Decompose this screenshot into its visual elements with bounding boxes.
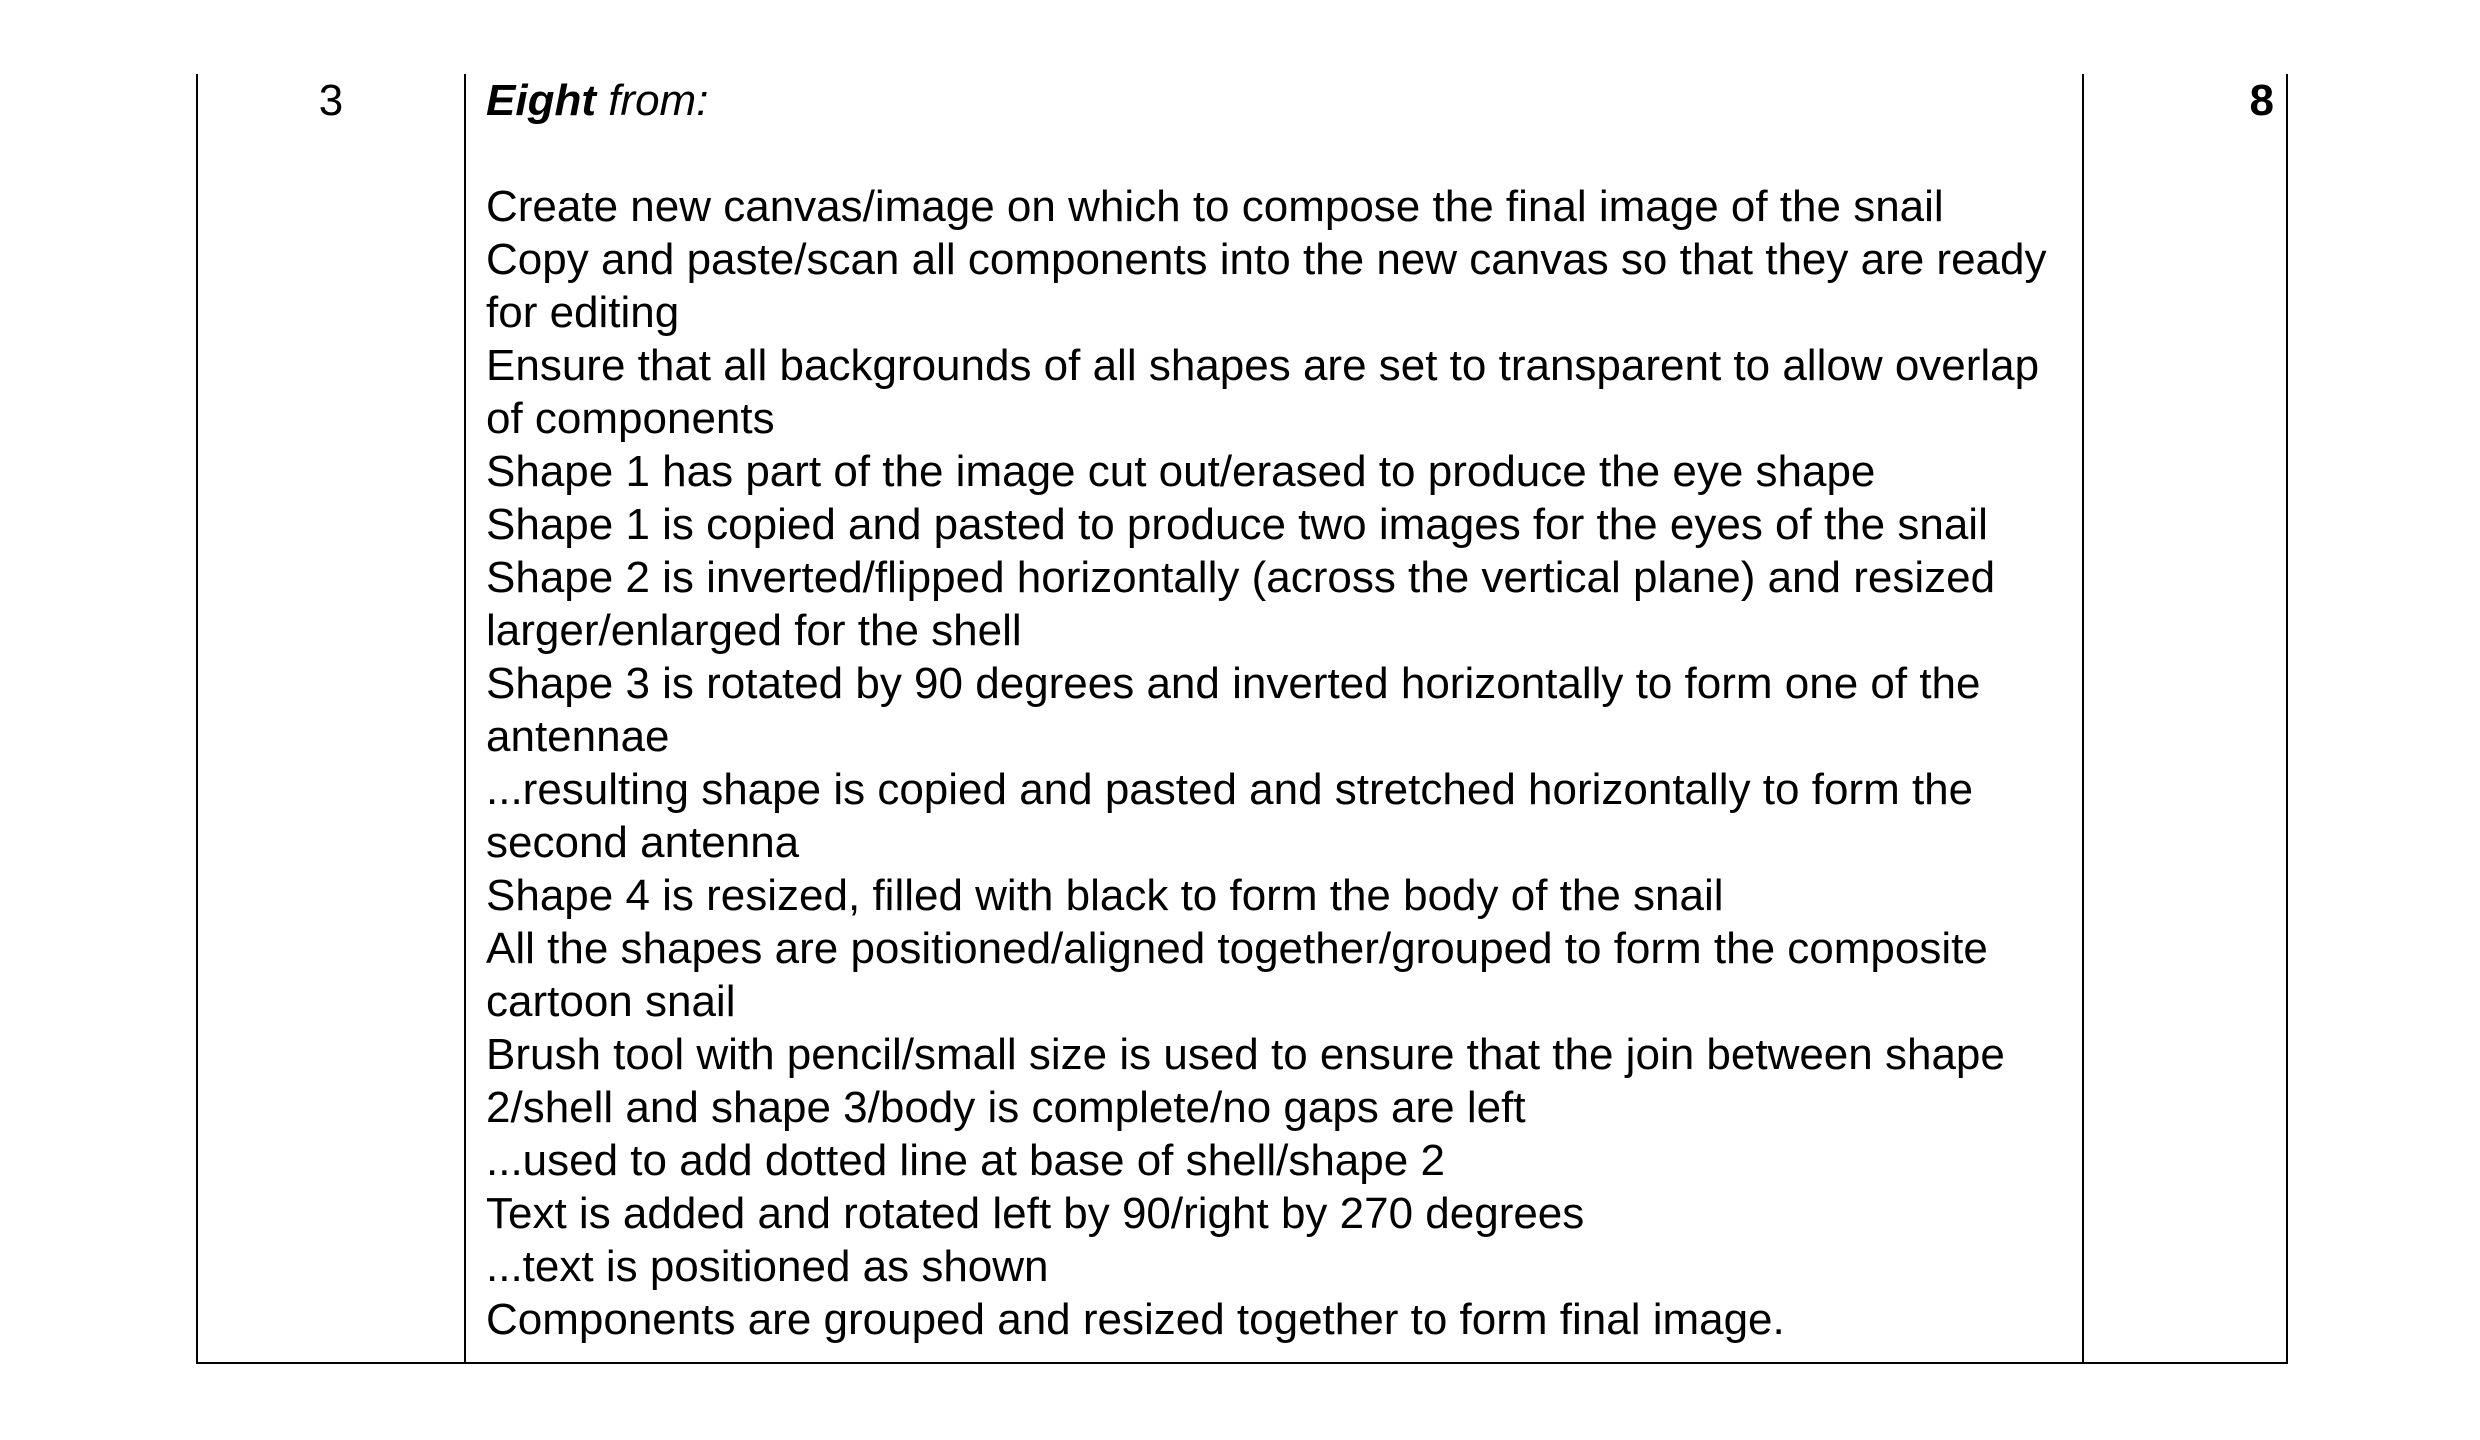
question-number: 3 [318, 76, 344, 125]
mark-scheme-table [196, 74, 2288, 1364]
answer-heading [486, 74, 2066, 127]
answer-point: ...resulting shape is copied and pasted and stretched horizontally to form the second antenna [486, 765, 1974, 867]
answer-point: Create new canvas/image on which to compose the final image of the snail [486, 182, 1944, 231]
answer-heading-count: Eight [486, 76, 596, 125]
answer-points-list [486, 180, 2066, 1346]
answer-point: All the shapes are positioned/aligned together/grouped to form the composite cartoon snail [486, 924, 1988, 1026]
column-divider-question [464, 74, 466, 1362]
answer-point: Shape 4 is resized, filled with black to form the body of the snail [486, 871, 1724, 920]
answer-point: Brush tool with pencil/small size is used to ensure that the join between shape 2/shell and shape 3/body is complete/no gaps are left [486, 1030, 2005, 1132]
answer-point: ...text is positioned as shown [486, 1242, 1049, 1291]
marks-value: 8 [2249, 76, 2274, 125]
answer-point: Components are grouped and resized together to form final image. [486, 1295, 1785, 1344]
answer-point: Shape 1 has part of the image cut out/erased to produce the eye shape [486, 447, 1876, 496]
column-divider-marks [2082, 74, 2084, 1362]
answer-point: Text is added and rotated left by 90/right by 270 degrees [486, 1189, 1585, 1238]
answer-point: Ensure that all backgrounds of all shapes are set to transparent to allow overlap of components [486, 341, 2040, 443]
answer-heading-rest: from: [595, 76, 709, 125]
answer-point: Shape 3 is rotated by 90 degrees and inverted horizontally to form one of the antennae [486, 659, 1981, 761]
answer-point: Shape 2 is inverted/flipped horizontally (across the vertical plane) and resized larger/enlarged for the shell [486, 553, 1996, 655]
answer-point: ...used to add dotted line at base of shell/shape 2 [486, 1136, 1445, 1185]
answer-point: Copy and paste/scan all components into the new canvas so that they are ready for editing [486, 235, 2047, 337]
answer-point: Shape 1 is copied and pasted to produce two images for the eyes of the snail [486, 500, 1988, 549]
answer-cell [486, 74, 2066, 1346]
